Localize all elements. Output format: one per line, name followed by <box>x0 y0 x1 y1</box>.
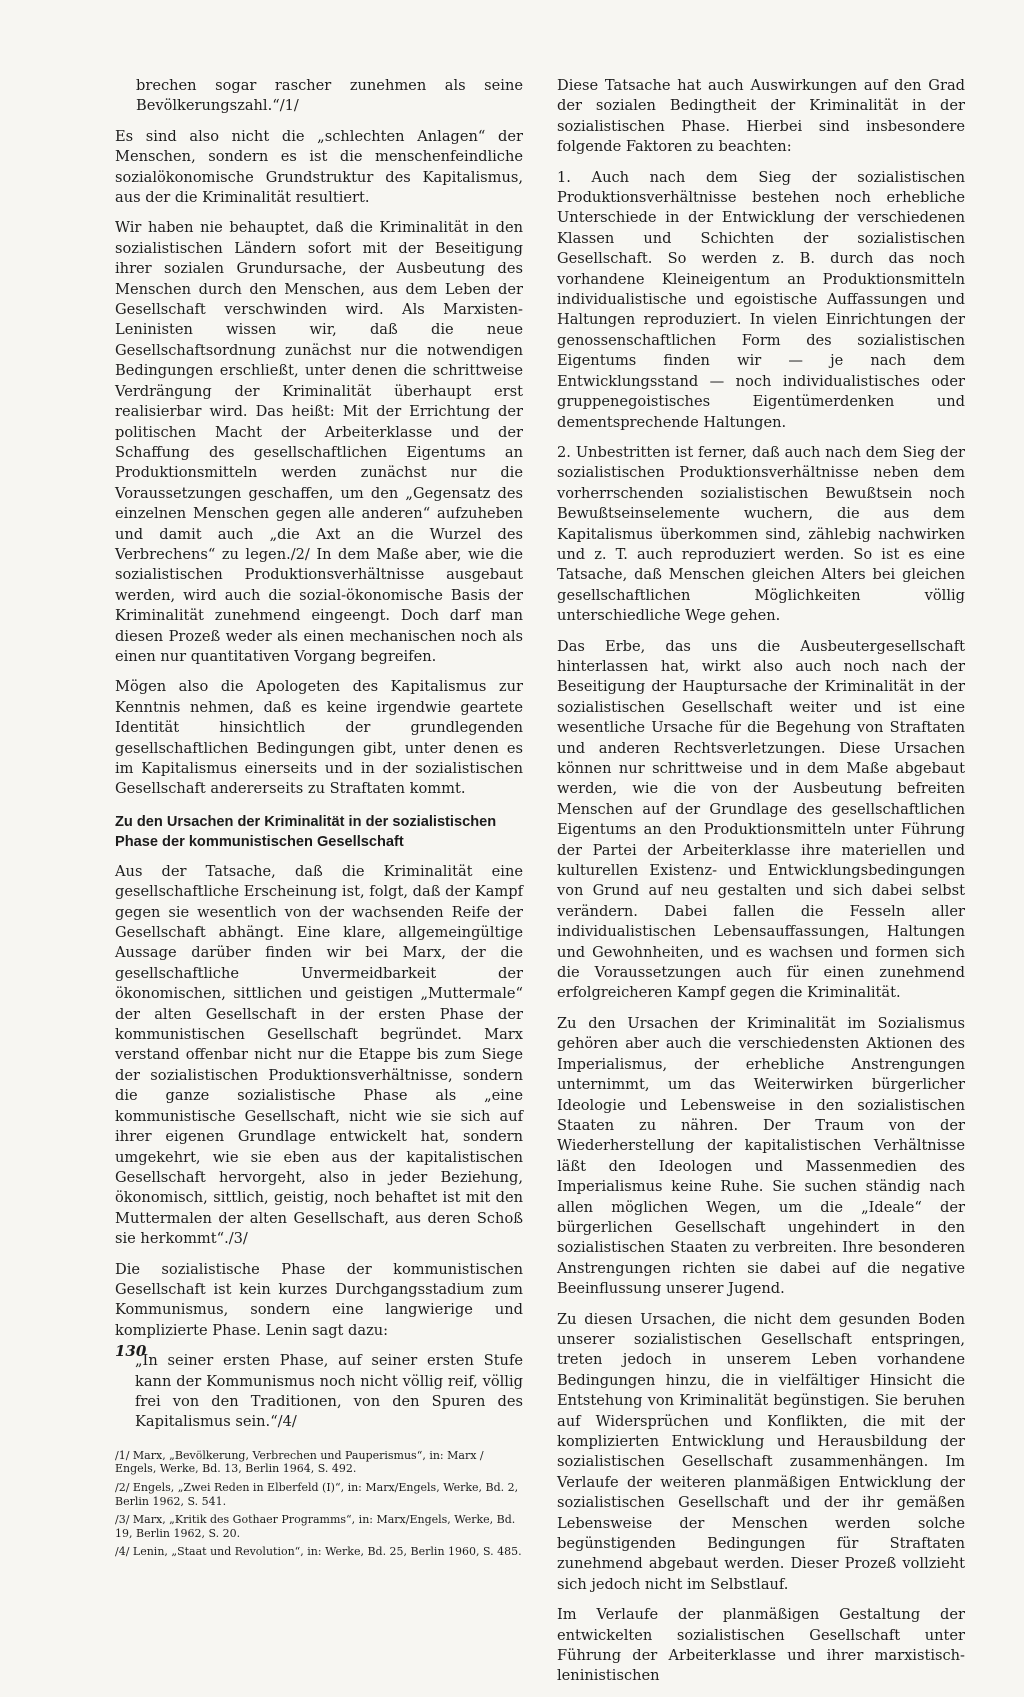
paragraph: Mögen also die Apologeten des Kapitalismus zur Kenntnis nehmen, daß es keine irgendwie geartete Identität hinsichtlich der grundlegenden gesellschaftlichen Bedingungen gibt, unter denen es im Kapitalismus einerseits und in der sozialistischen Gesellschaft andererseits zu Straftaten kommt. <box>115 678 523 798</box>
footnotes <box>115 1449 523 1559</box>
page-number: 130 <box>115 1342 147 1360</box>
paragraph: Wir haben nie behauptet, daß die Kriminalität in den sozialistischen Ländern sofort mit der Beseitigung ihrer sozialen Grundursache, der Ausbeutung des Menschen durch den Menschen, aus dem Leben der Gesellschaft verschwinden wird. Als Marxisten-Leninisten wissen wir, daß die neue Gesellschaftsordnung zunächst nur die notwendigen Bedingungen erschließt, unter denen die schrittweise Verdrängung der Kriminalität überhaupt erst realisierbar wird. Das heißt: Mit der Errichtung der politischen Macht der Arbeiterklasse und der Schaffung des gesellschaftlichen Eigentums an Produktionsmitteln werden zunächst nur die Voraussetzungen geschaffen, um den „Gegensatz des einzelnen Menschen gegen alle anderen“ aufzuheben und damit auch „die Axt an die Wurzel des Verbrechens“ zu legen./2/ In dem Maße aber, wie die sozialistischen Produktionsverhältnisse ausgebaut werden, wird auch die sozial-ökonomische Basis der Kriminalität zunehmend eingeengt. Doch darf man diesen Prozeß weder als einen mechanischen noch als einen nur quantitativen Vorgang begreifen. <box>115 219 523 665</box>
paragraph: 2. Unbestritten ist ferner, daß auch nach dem Sieg der sozialistischen Produktionsverhältnisse neben dem vorherrschenden sozialistischen Bewußtsein noch Bewußtseinselemente wuchern, die aus dem Kapitalismus überkommen sind, zählebig nachwirken und z. T. auch reproduziert werden. So ist es eine Tatsache, daß Menschen gleichen Alters bei gleichen gesellschaftlichen Möglichkeiten völlig unterschiedliche Wege gehen. <box>557 443 965 625</box>
paragraph: 1. Auch nach dem Sieg der sozialistischen Produktionsverhältnisse bestehen noch erhebliche Unterschiede in der Entwicklung der verschiedenen Klassen und Schichten der sozialistischen Gesellschaft. So werden z. B. durch das noch vorhandene Kleineigentum an Produktionsmitteln individualistische und egoistische Auffassungen und Haltungen reproduziert. In vielen Einrichtungen der genossenschaftlichen Form des sozialistischen Eigentums finden wir — je nach dem Entwicklungsstand — noch individualistisches oder gruppenegoistisches Eigentümerdenken und dementsprechende Haltungen. <box>557 168 965 431</box>
block-quote: „In seiner ersten Phase, auf seiner ersten Stufe kann der Kommunismus noch nicht völlig reif, völlig frei von den Traditionen, von den Spuren des Kapitalismus sein.“/4/ <box>135 1352 523 1431</box>
paragraph: Im Verlaufe der planmäßigen Gestaltung der entwickelten sozialistischen Gesellschaft unter Führung der Arbeiterklasse und ihrer marxistisch-leninistischen <box>557 1606 965 1685</box>
footnote: /3/ Marx, „Kritik des Gothaer Programms“, in: Marx/Engels, Werke, Bd. 19, Berlin 1962, S. 20. <box>115 1513 516 1540</box>
paragraph: Aus der Tatsache, daß die Kriminalität eine gesellschaftliche Erscheinung ist, folgt, daß der Kampf gegen sie wesentlich von der wachsenden Reife der Gesellschaft abhängt. Eine klare, allgemeingültige Aussage darüber finden wir bei Marx, der die gesellschaftliche Unvermeidbarkeit der ökonomischen, sittlichen und geistigen „Muttermale“ der alten Gesellschaft in der ersten Phase der kommunistischen Gesellschaft begründet. Marx verstand offenbar nicht nur die Etappe bis zum Siege der sozialistischen Produktionsverhältnisse, sondern die ganze sozialistische Phase als „eine kommunistische Gesellschaft, nicht wie sie sich auf ihrer eigenen Grundlage entwickelt hat, sondern umgekehrt, wie sie eben aus der kapitalistischen Gesellschaft hervorgeht, also in jeder Beziehung, ökonomisch, sittlich, geistig, noch behaftet ist mit den Muttermalen der alten Gesellschaft, aus deren Schoß sie herkommt“./3/ <box>115 862 523 1248</box>
paragraph: Diese Tatsache hat auch Auswirkungen auf den Grad der sozialen Bedingtheit der Kriminalität in der sozialistischen Phase. Hierbei sind insbesondere folgende Faktoren zu beachten: <box>557 77 965 156</box>
paragraph: Zu den Ursachen der Kriminalität im Sozialismus gehören aber auch die verschiedensten Aktionen des Imperialismus, der erhebliche Anstrengungen unternimmt, um das Weiterwirken bürgerlicher Ideologie und Lebensweise in den sozialistischen Staaten zu nähren. Der Traum von der Wiederherstellung der kapitalistischen Verhältnisse läßt den Ideologen und Massenmedien des Imperialismus keine Ruhe. Sie suchen ständig nach allen möglichen Wegen, um die „Ideale“ der bürgerlichen Gesellschaft ungehindert in den sozialistischen Staaten zu verbreiten. Ihre besonderen Anstrengungen richten sie dabei auf die negative Beeinflussung unserer Jugend. <box>557 1014 965 1298</box>
paragraph: Das Erbe, das uns die Ausbeutergesellschaft hinterlassen hat, wirkt also auch noch nach der Beseitigung der Hauptursache der Kriminalität in der sozialistischen Gesellschaft weiter und ist eine wesentliche Ursache für die Begehung von Straftaten und anderen Rechtsverletzungen. Diese Ursachen können nur schrittweise und in dem Maße abgebaut werden, wie die von der Ausbeutung befreiten Menschen auf der Grundlage des gesellschaftlichen Eigentums an den Produktionsmitteln unter Führung der Partei der Arbeiterklasse ihre materiellen und kulturellen Existenz- und Entwicklungsbedingungen von Grund auf neu gestalten und sich dabei selbst verändern. Dabei fallen die Fesseln aller individualistischen Lebensauffassungen, Haltungen und Gewohnheiten, und es wachsen und formen sich die Voraussetzungen auch für einen zunehmend erfolgreicheren Kampf gegen die Kriminalität. <box>557 637 965 1002</box>
section-heading: Zu den Ursachen der Kriminalität in der sozialistischen Phase der kommunistischen Gesellschaft <box>115 813 497 850</box>
left-column <box>115 76 523 1564</box>
paragraph: Es sind also nicht die „schlechten Anlagen“ der Menschen, sondern es ist die menschenfeindliche sozialökonomische Grundstruktur des Kapitalismus, aus der die Kriminalität resultiert. <box>115 127 523 207</box>
footnote: /2/ Engels, „Zwei Reden in Elberfeld (I)“, in: Marx/Engels, Werke, Bd. 2, Berlin 1962, S. 541. <box>115 1480 519 1508</box>
footnote: /1/ Marx, „Bevölkerung, Verbrechen und Pauperismus“, in: Marx / Engels, Werke, Bd. 13, Berlin 1964, S. 492. <box>115 1448 484 1476</box>
footnote: /4/ Lenin, „Staat und Revolution“, in: Werke, Bd. 25, Berlin 1960, S. 485. <box>115 1545 522 1559</box>
paragraph: Zu diesen Ursachen, die nicht dem gesunden Boden unserer sozialistischen Gesellschaft entspringen, treten jedoch in unserem Leben vorhandene Bedingungen hinzu, die in vielfältiger Hinsicht die Entstehung von Kriminalität begünstigen. Sie beruhen auf Widersprüchen und Konflikten, die mit der komplizierten Entwicklung und Herausbildung der sozialistischen Gesellschaft zusammenhängen. Im Verlaufe der weiteren planmäßigen Entwicklung der sozialistischen Gesellschaft und der ihr gemäßen Lebensweise der Menschen werden solche begünstigenden Bedingungen für Straftaten zunehmend abgebaut werden. Dieser Prozeß vollzieht sich jedoch nicht im Selbstlauf. <box>557 1310 965 1593</box>
paragraph: Die sozialistische Phase der kommunistischen Gesellschaft ist kein kurzes Durchgangsstadium zum Kommunismus, sondern eine langwierige und komplizierte Phase. Lenin sagt dazu: <box>115 1260 523 1339</box>
paragraph: brechen sogar rascher zunehmen als seine Bevölkerungszahl.“/1/ <box>136 77 523 115</box>
